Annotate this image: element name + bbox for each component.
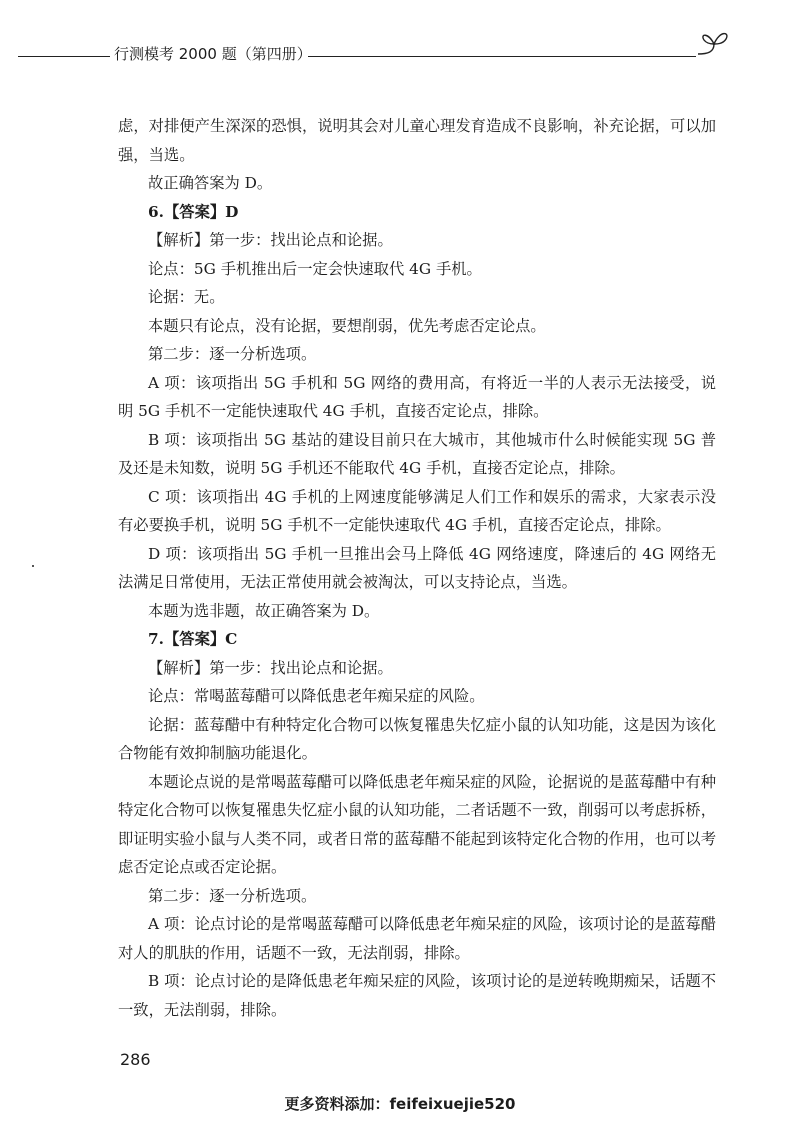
question-7-option-a: A 项：论点讨论的是常喝蓝莓醋可以降低患老年痴呆症的风险，该项讨论的是蓝莓醋对人的肌肤的作用，话题不一致，无法削弱，排除。 (118, 915, 716, 962)
question-6-option-a: A 项：该项指出 5G 手机和 5G 网络的费用高，有将近一半的人表示无法接受，说明 5G 手机不一定能快速取代 4G 手机，直接否定论点，排除。 (118, 373, 716, 420)
question-6-conclusion: 本题为选非题，故正确答案为 D。 (148, 601, 380, 620)
question-7-option-b: B 项：论点讨论的是降低患老年痴呆症的风险，该项讨论的是逆转晚期痴呆，话题不一致，无法削弱，排除。 (118, 972, 716, 1019)
page-number: 286 (120, 1050, 151, 1069)
question-7-analysis-step-1: 【解析】第一步：找出论点和论据。 (148, 658, 393, 677)
question-6-strategy: 本题只有论点，没有论据，要想削弱，优先考虑否定论点。 (148, 316, 546, 335)
question-7-analysis-step-2: 第二步：逐一分析选项。 (148, 886, 317, 905)
question-7-evidence: 论据：蓝莓醋中有种特定化合物可以恢复罹患失忆症小鼠的认知功能，这是因为该化合物能有效抑制脑功能退化。 (118, 715, 716, 762)
scan-speck (32, 565, 34, 567)
question-6-evidence: 论据：无。 (148, 288, 225, 306)
header-title: 行测模考 2000 题（第四册） (114, 45, 312, 63)
answer-explanation-content (118, 112, 716, 1024)
running-header (18, 36, 718, 62)
header-rule-right (308, 56, 696, 57)
question-6-answer: 6.【答案】D (148, 202, 239, 221)
answer-conclusion: 故正确答案为 D。 (148, 174, 273, 192)
question-6-option-b: B 项：该项指出 5G 基站的建设目前只在大城市，其他城市什么时候能实现 5G 普及还是未知数，说明 5G 手机还不能取代 4G 手机，直接否定论点，排除。 (118, 430, 716, 477)
footer-note: 更多资料添加：feifeixuejie520 (284, 1095, 516, 1113)
question-7-argument: 论点：常喝蓝莓醋可以降低患老年痴呆症的风险。 (148, 687, 485, 705)
header-rule-left (18, 56, 110, 57)
question-6-analysis-step-1: 【解析】第一步：找出论点和论据。 (148, 231, 393, 249)
question-6-option-d: D 项：该项指出 5G 手机一旦推出会马上降低 4G 网络速度，降速后的 4G 网络无法满足日常使用，无法正常使用就会被淘汰，可以支持论点，当选。 (118, 544, 716, 591)
paragraph-continuation: 虑，对排便产生深深的恐惧，说明其会对儿童心理发育造成不良影响，补充论据，可以加强，当选。 (118, 117, 716, 164)
question-7-strategy: 本题论点说的是常喝蓝莓醋可以降低患老年痴呆症的风险，论据说的是蓝莓醋中有种特定化合物可以恢复罹患失忆症小鼠的认知功能，二者话题不一致，削弱可以考虑拆桥，即证明实验小鼠与人类不同，或者日常的蓝莓醋不能起到该特定化合物的作用，也可以考虑否定论点或否定论据。 (118, 772, 716, 876)
question-6-analysis-step-2: 第二步：逐一分析选项。 (148, 345, 317, 363)
sprout-icon (694, 26, 734, 60)
question-7-answer: 7.【答案】C (148, 630, 238, 648)
question-6-option-c: C 项：该项指出 4G 手机的上网速度能够满足人们工作和娱乐的需求，大家表示没有必要换手机，说明 5G 手机不一定能快速取代 4G 手机，直接否定论点，排除。 (118, 487, 716, 534)
question-6-argument: 论点：5G 手机推出后一定会快速取代 4G 手机。 (148, 259, 482, 278)
